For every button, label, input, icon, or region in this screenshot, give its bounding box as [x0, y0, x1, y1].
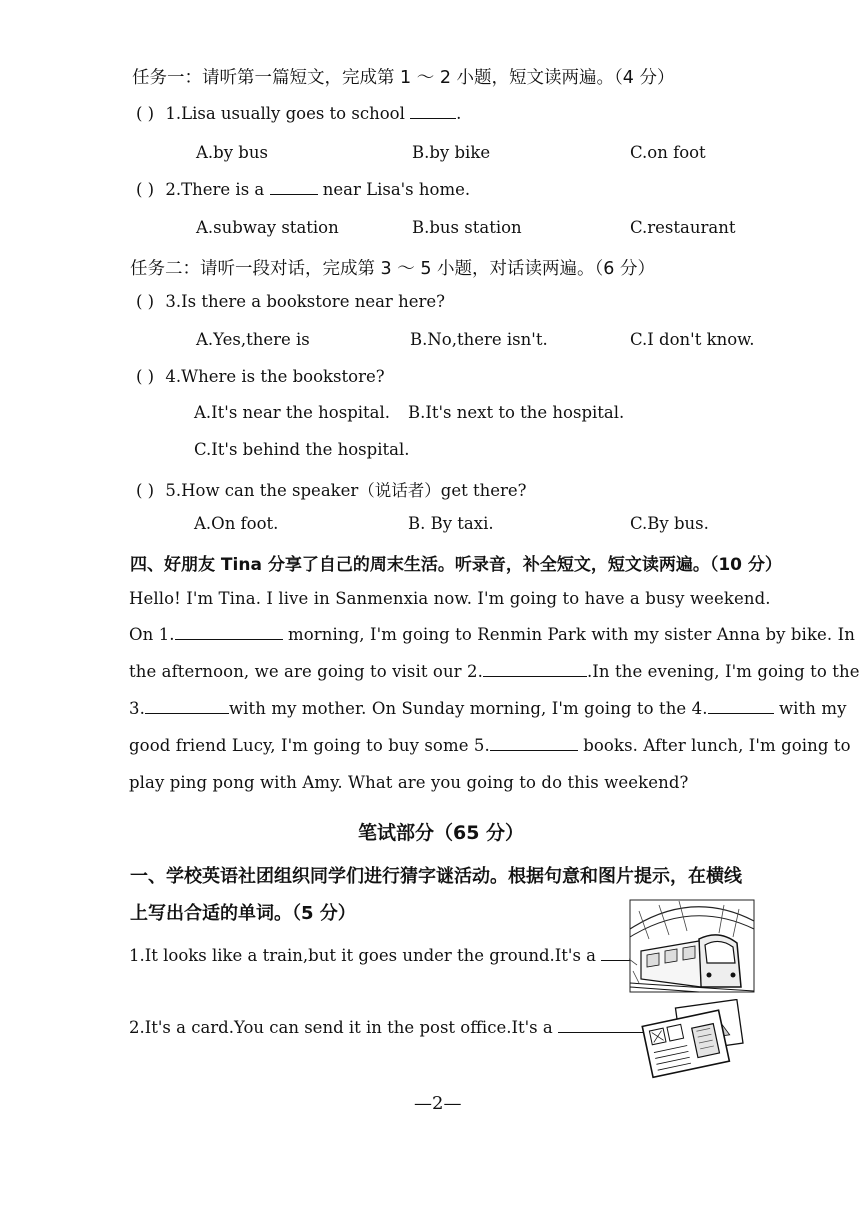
- q5-option-c[interactable]: C.By bus.: [630, 514, 709, 533]
- question-4: [136, 367, 385, 386]
- answer-paren[interactable]: ( ): [136, 180, 155, 199]
- answer-paren[interactable]: ( ): [136, 104, 155, 123]
- q2-option-c[interactable]: C.restaurant: [630, 218, 736, 237]
- blank-label-3: 3.: [129, 699, 145, 718]
- q1-option-a[interactable]: A.by bus: [196, 143, 268, 162]
- q3-option-b[interactable]: B.No,there isn't.: [410, 330, 548, 349]
- question-text-end: near Lisa's home.: [322, 180, 471, 199]
- passage-text: .In the evening, I'm going to the: [586, 662, 860, 681]
- blank-label-2: the afternoon, we are going to visit our 2.: [129, 662, 483, 681]
- q5-option-a[interactable]: A.On foot.: [194, 514, 279, 533]
- section1-instruction-line1: 一、学校英语社团组织同学们进行猜字谜活动。根据句意和图片提示，在横线: [130, 866, 742, 887]
- q4-option-a[interactable]: A.It's near the hospital.: [194, 403, 391, 422]
- task2-title: 任务二：请听一段对话，完成第 3 ～ 5 小题，对话读两遍。（6 分）: [130, 259, 655, 279]
- q4-option-c[interactable]: C.It's behind the hospital.: [194, 440, 410, 459]
- blank-label-5: good friend Lucy, I'm going to buy some 5.: [129, 736, 490, 755]
- q4-option-b[interactable]: B.It's next to the hospital.: [408, 403, 625, 422]
- section1-instruction-line2: 上写出合适的单词。（5 分）: [130, 903, 356, 924]
- riddle-text: 2.It's a card.You can send it in the post office.It's a: [129, 1018, 553, 1037]
- question-5: [136, 477, 527, 501]
- passage-line-1: Hello! I'm Tina. I live in Sanmenxia now. I'm going to have a busy weekend.: [129, 589, 771, 608]
- blank-label-1: On 1.: [129, 625, 175, 644]
- answer-paren[interactable]: ( ): [136, 367, 155, 386]
- passage-text: books. After lunch, I'm going to: [583, 736, 851, 755]
- passage-line-3: [129, 662, 860, 681]
- question-text: 5.How can the speaker（说话者）get there?: [165, 481, 527, 500]
- q1-option-b[interactable]: B.by bike: [412, 143, 491, 162]
- passage-line-4: [129, 699, 847, 718]
- passage-blank-3[interactable]: [145, 699, 229, 714]
- section4-title: 四、好朋友 Tina 分享了自己的周末生活。听录音，补全短文，短文读两遍。（10 分）: [130, 555, 782, 575]
- passage-line-2: [129, 625, 855, 644]
- question-text: 3.Is there a bookstore near here?: [165, 292, 445, 311]
- passage-blank-1[interactable]: [175, 625, 283, 640]
- question-text: 2.There is a: [165, 180, 265, 199]
- answer-paren[interactable]: ( ): [136, 292, 155, 311]
- subway-train-icon: [629, 899, 755, 993]
- passage-blank-5[interactable]: [490, 736, 578, 751]
- q3-option-a[interactable]: A.Yes,there is: [196, 330, 310, 349]
- question-text: 1.Lisa usually goes to school: [165, 104, 405, 123]
- passage-line-6: play ping pong with Amy. What are you going to do this weekend?: [129, 773, 689, 792]
- question-2: [136, 180, 470, 199]
- q3-option-c[interactable]: C.I don't know.: [630, 330, 755, 349]
- q2-option-a[interactable]: A.subway station: [196, 218, 339, 237]
- passage-text: with my: [778, 699, 847, 718]
- q5-option-b[interactable]: B. By taxi.: [408, 514, 494, 533]
- passage-text: morning, I'm going to Renmin Park with my sister Anna by bike. In: [288, 625, 855, 644]
- q2-option-b[interactable]: B.bus station: [412, 218, 522, 237]
- task1-title: 任务一：请听第一篇短文，完成第 1 ～ 2 小题，短文读两遍。（4 分）: [132, 68, 675, 88]
- answer-blank[interactable]: [410, 104, 456, 119]
- page-number: —2—: [414, 1093, 462, 1114]
- question-end: .: [456, 104, 462, 123]
- postcard-icon: [640, 999, 746, 1081]
- question-text: 4.Where is the bookstore?: [165, 367, 385, 386]
- riddle-1: [129, 946, 693, 965]
- passage-text: with my mother. On Sunday morning, I'm going to the 4.: [228, 699, 708, 718]
- passage-blank-2[interactable]: [483, 662, 587, 677]
- answer-paren[interactable]: ( ): [136, 481, 155, 500]
- question-1: [136, 104, 461, 123]
- passage-blank-4[interactable]: [708, 699, 774, 714]
- written-part-heading: 笔试部分（65 分）: [358, 822, 525, 844]
- passage-line-5: [129, 736, 851, 755]
- q1-option-c[interactable]: C.on foot: [630, 143, 706, 162]
- riddle-text: 1.It looks like a train,but it goes under the ground.It's a: [129, 946, 596, 965]
- answer-blank[interactable]: [270, 180, 318, 195]
- riddle-2: [129, 1018, 663, 1037]
- question-3: [136, 292, 445, 311]
